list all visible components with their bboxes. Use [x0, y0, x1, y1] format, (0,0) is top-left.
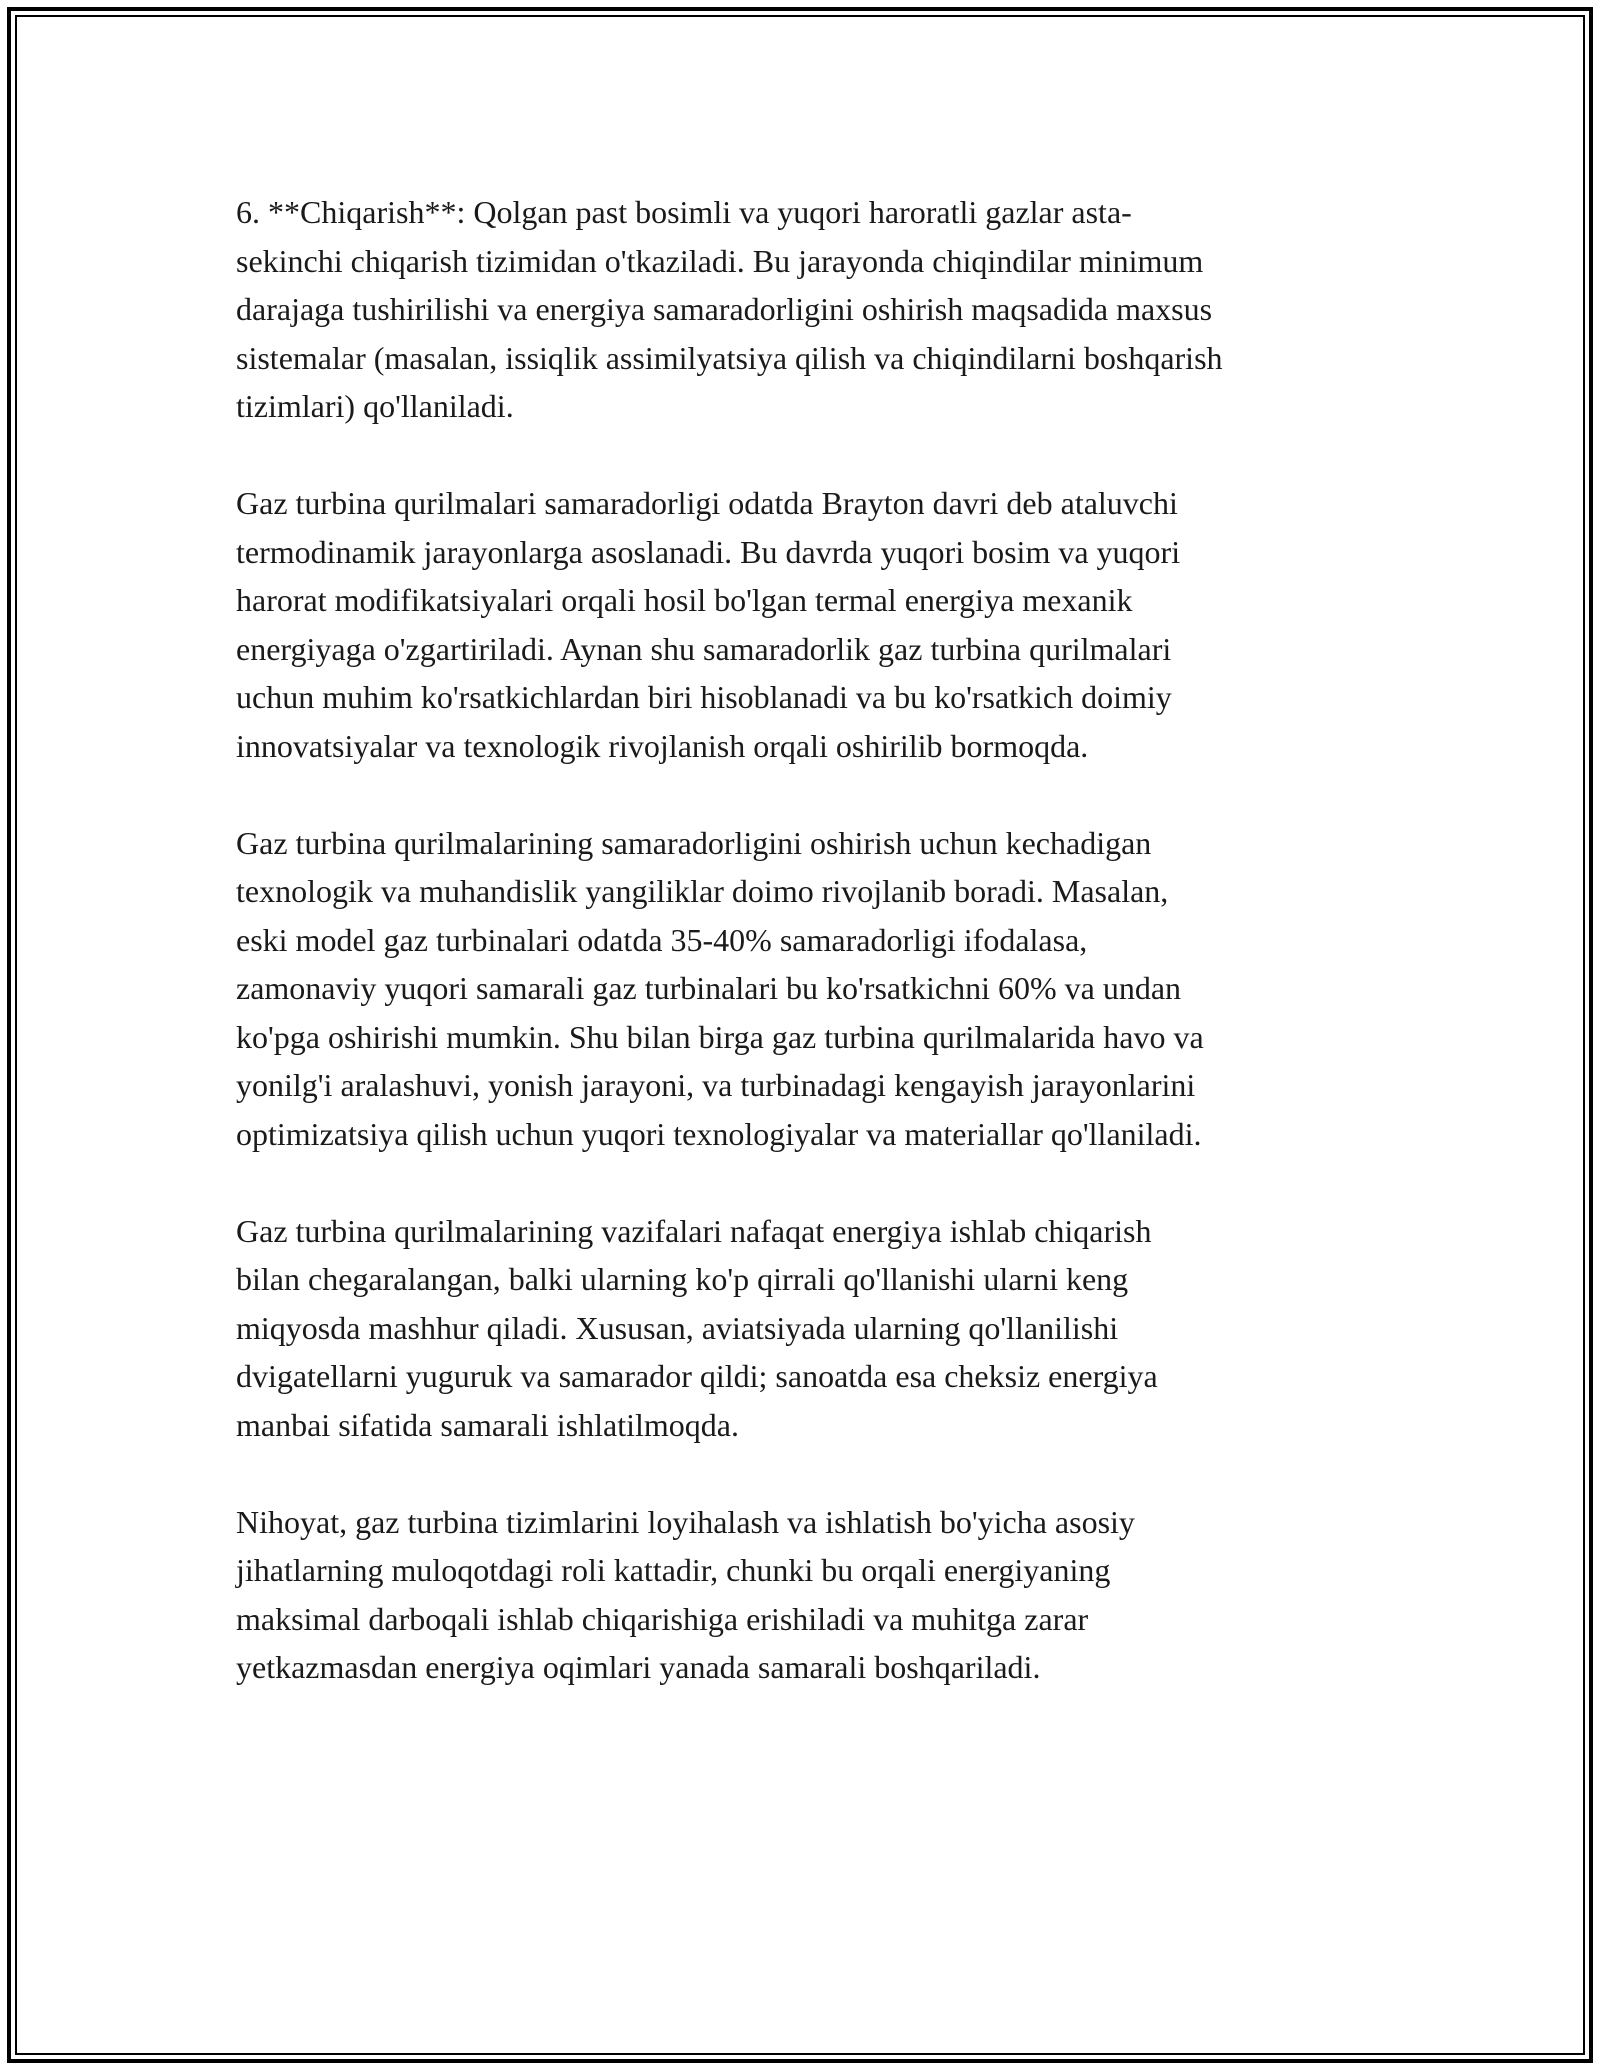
text-line: 6. **Chiqarish**: Qolgan past bosimli va yuqori haroratli gazlar asta- [236, 194, 1132, 230]
text-line: maksimal darboqali ishlab chiqarishiga erishiladi va muhitga zarar [236, 1600, 1089, 1637]
text-line: tizimlari) qo'llaniladi. [236, 388, 514, 424]
text-line: miqyosda mashhur qiladi. Xususan, aviatsiyada ularning qo'llanilishi [236, 1309, 1119, 1346]
text-line: sekinchi chiqarish tizimidan o'tkaziladi. Bu jarayonda chiqindilar minimum [236, 242, 1204, 279]
text-line: manbai sifatida samarali ishlatilmoqda. [236, 1406, 739, 1443]
paragraph-chiqarish [236, 188, 1376, 431]
text-line: termodinamik jarayonlarga asoslanadi. Bu davrda yuqori bosim va yuqori [236, 533, 1181, 570]
paragraph-applications [236, 1207, 1376, 1450]
text-line: texnologik va muhandislik yangiliklar doimo rivojlanib boradi. Masalan, [236, 873, 1169, 909]
text-line: energiyaga o'zgartiriladi. Aynan shu samaradorlik gaz turbina qurilmalari [236, 630, 1172, 667]
text-line: Gaz turbina qurilmalarining samaradorligini oshirish uchun kechadigan [236, 824, 1152, 861]
text-line: Nihoyat, gaz turbina tizimlarini loyihalash va ishlatish bo'yicha asosiy [236, 1503, 1135, 1540]
text-line: Gaz turbina qurilmalari samaradorligi odatda Brayton davri deb ataluvchi [236, 485, 1178, 521]
text-line: yetkazmasdan energiya oqimlari yanada samarali boshqariladi. [236, 1649, 1041, 1685]
paragraph-conclusion [236, 1498, 1376, 1692]
text-line: optimizatsiya qilish uchun yuqori texnologiyalar va materiallar qo'llaniladi. [236, 1115, 1202, 1152]
text-line: eski model gaz turbinalari odatda 35-40% samaradorligi ifodalasa, [236, 921, 1088, 958]
text-line: darajaga tushirilishi va energiya samaradorligini oshirish maqsadida maxsus [236, 291, 1213, 327]
text-line: zamonaviy yuqori samarali gaz turbinalari bu ko'rsatkichni 60% va undan [236, 970, 1182, 1006]
text-line: ko'pga oshirishi mumkin. Shu bilan birga gaz turbina qurilmalarida havo va [236, 1018, 1204, 1055]
text-line: yonilg'i aralashuvi, yonish jarayoni, va turbinadagi kengayish jarayonlarini [236, 1067, 1196, 1103]
text-line: sistemalar (masalan, issiqlik assimilyatsiya qilish va chiqindilarni boshqarish [236, 339, 1223, 376]
text-line: innovatsiyalar va texnologik rivojlanish orqali oshirilib bormoqda. [236, 727, 1089, 764]
text-line: harorat modifikatsiyalari orqali hosil bo'lgan termal energiya mexanik [236, 582, 1133, 618]
text-line: dvigatellarni yuguruk va samarador qildi; sanoatda esa cheksiz energiya [236, 1358, 1158, 1394]
paragraph-efficiency [236, 819, 1376, 1159]
text-line: bilan chegaralangan, balki ularning ko'p qirrali qo'llanishi ularni keng [236, 1261, 1129, 1297]
text-line: uchun muhim ko'rsatkichlardan biri hisoblanadi va bu ko'rsatkich doimiy [236, 679, 1172, 715]
document-body [236, 188, 1376, 1740]
text-line: Gaz turbina qurilmalarining vazifalari nafaqat energiya ishlab chiqarish [236, 1212, 1152, 1249]
text-line: jihatlarning muloqotdagi roli kattadir, chunki bu orqali energiyaning [236, 1552, 1111, 1588]
paragraph-brayton-cycle [236, 479, 1376, 770]
